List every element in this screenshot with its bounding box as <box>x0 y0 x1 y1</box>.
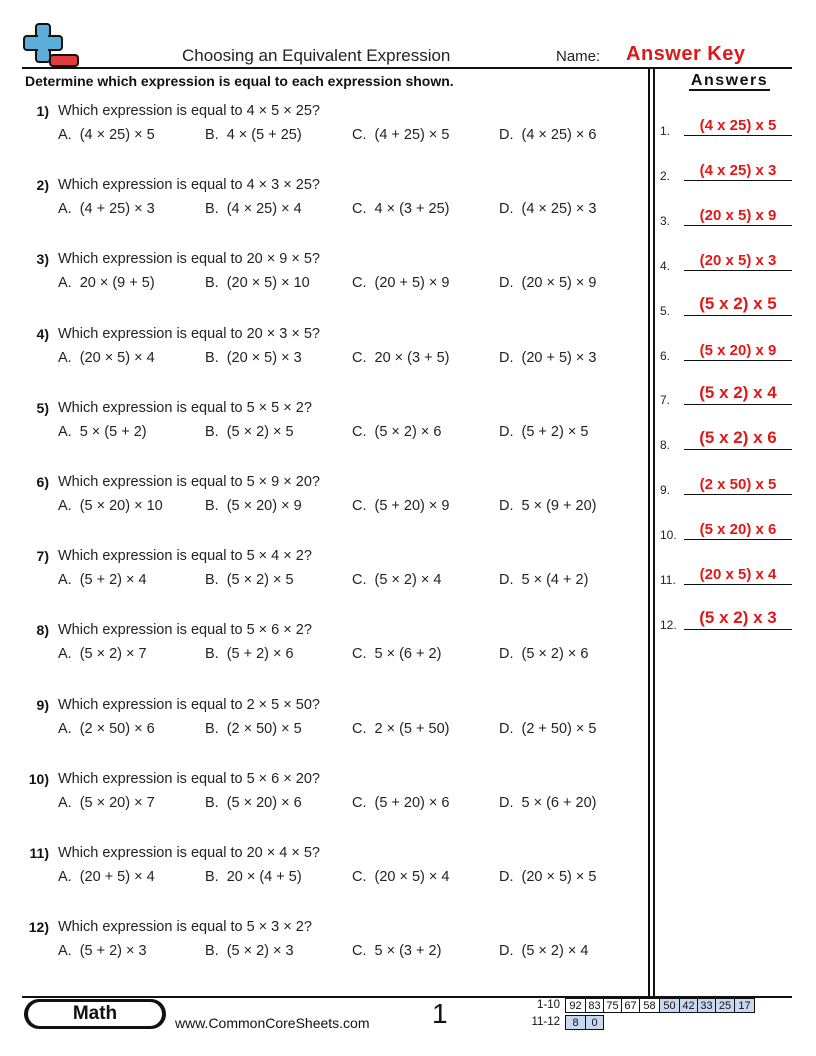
answer-number: 5. <box>660 303 671 318</box>
question-2 <box>0 177 640 227</box>
answer-line <box>684 360 792 361</box>
question-text: Which expression is equal to 4 × 5 × 25? <box>58 103 320 119</box>
option-d <box>499 646 588 662</box>
answer-line <box>684 225 792 226</box>
option-letter: B. <box>205 201 219 218</box>
option-letter: C. <box>352 572 367 589</box>
option-c <box>352 572 441 588</box>
option-letter: C. <box>352 646 367 663</box>
option-expression: (5 × 2) × 4 <box>374 572 442 589</box>
question-text: Which expression is equal to 5 × 5 × 2? <box>58 399 312 416</box>
option-b <box>205 869 302 885</box>
answer-number: 10. <box>660 528 677 543</box>
score-cell: 0 <box>585 1015 604 1030</box>
question-4 <box>0 326 640 376</box>
option-expression: (20 × 5) × 4 <box>374 869 450 885</box>
option-letter: A. <box>58 498 72 514</box>
option-expression: (20 × 5) × 10 <box>226 275 310 292</box>
answer-value: (5 x 2) x 3 <box>699 607 777 627</box>
option-expression: (2 × 50) × 5 <box>226 720 302 737</box>
answer-value: (5 x 20) x 9 <box>699 341 777 359</box>
answer-value: (20 x 5) x 9 <box>699 206 777 224</box>
question-number: 4) <box>36 325 49 342</box>
answer-key-label: Answer Key <box>626 43 746 65</box>
option-expression: (20 + 5) × 9 <box>374 275 450 292</box>
option-letter: C. <box>352 498 367 514</box>
option-expression: 2 × (5 + 50) <box>374 720 450 737</box>
option-letter: A. <box>58 720 72 737</box>
answer-row-12 <box>660 602 794 632</box>
option-expression: (5 + 2) × 4 <box>79 572 147 589</box>
option-a <box>58 869 155 885</box>
answer-row-10 <box>660 512 794 542</box>
option-expression: (5 × 20) × 6 <box>226 794 302 811</box>
option-letter: D. <box>499 572 514 589</box>
column-divider-inner <box>653 67 655 997</box>
option-letter: D. <box>499 869 514 885</box>
option-letter: A. <box>58 127 72 143</box>
question-1 <box>0 103 640 153</box>
option-letter: C. <box>352 275 367 292</box>
option-b <box>205 498 302 514</box>
answer-row-7 <box>660 377 794 407</box>
option-a <box>58 943 147 959</box>
option-letter: C. <box>352 201 367 218</box>
question-number: 12) <box>28 919 49 936</box>
option-letter: B. <box>205 498 219 514</box>
option-expression: (4 + 25) × 5 <box>374 127 450 143</box>
answer-number: 11. <box>660 573 676 587</box>
question-number: 9) <box>36 696 49 713</box>
score-cell: 50 <box>659 998 680 1013</box>
option-c <box>352 201 449 217</box>
option-expression: (5 + 20) × 9 <box>374 498 450 514</box>
option-letter: D. <box>499 498 514 514</box>
answer-number: 8. <box>660 438 671 453</box>
question-text: Which expression is equal to 2 × 5 × 50? <box>58 696 320 713</box>
score-cell: 42 <box>679 998 698 1013</box>
answer-line <box>684 270 792 271</box>
option-expression: 5 × (5 + 2) <box>79 423 147 440</box>
answer-row-3 <box>660 198 794 228</box>
site-url: www.CommonCoreSheets.com <box>175 1015 370 1031</box>
question-12 <box>0 919 640 969</box>
option-expression: (2 × 50) × 6 <box>79 720 155 737</box>
question-text: Which expression is equal to 5 × 9 × 20? <box>58 474 320 490</box>
option-d <box>499 795 596 811</box>
answer-line <box>684 135 792 136</box>
option-a <box>58 795 155 811</box>
question-9 <box>0 697 640 747</box>
option-b <box>205 721 302 737</box>
option-letter: D. <box>499 201 514 218</box>
option-a <box>58 201 155 217</box>
question-number: 7) <box>36 548 49 565</box>
option-letter: A. <box>58 646 72 663</box>
option-letter: D. <box>499 349 514 366</box>
option-c <box>352 498 449 514</box>
option-letter: A. <box>58 794 72 811</box>
option-letter: B. <box>205 423 219 440</box>
option-b <box>205 795 302 811</box>
answer-line <box>684 494 792 495</box>
option-expression: 5 × (6 + 2) <box>374 646 442 663</box>
score-cell: 33 <box>697 998 716 1013</box>
answer-value: (5 x 20) x 6 <box>699 521 777 539</box>
option-expression: 5 × (6 + 20) <box>521 794 597 811</box>
option-expression: (5 × 2) × 5 <box>226 572 294 589</box>
score-cell: 67 <box>621 998 640 1013</box>
score-cell: 75 <box>603 998 622 1013</box>
question-text: Which expression is equal to 20 × 9 × 5? <box>58 251 320 268</box>
option-expression: (20 × 5) × 9 <box>521 275 597 292</box>
answer-value: (2 x 50) x 5 <box>699 476 777 494</box>
option-expression: (5 + 20) × 6 <box>374 794 450 811</box>
question-5 <box>0 400 640 450</box>
answer-row-4 <box>660 243 794 273</box>
option-letter: A. <box>58 869 72 885</box>
answer-number: 6. <box>660 348 671 363</box>
option-letter: A. <box>58 572 72 589</box>
option-letter: B. <box>205 127 219 143</box>
question-6 <box>0 474 640 524</box>
answer-value: (5 x 2) x 6 <box>699 428 777 448</box>
option-expression: (20 × 5) × 4 <box>79 349 155 366</box>
answer-line <box>684 629 792 630</box>
answer-number: 4. <box>660 258 671 273</box>
option-c <box>352 869 449 885</box>
option-letter: B. <box>205 349 219 366</box>
option-expression: 5 × (3 + 2) <box>374 943 442 960</box>
option-c <box>352 721 449 737</box>
answer-line <box>684 539 792 540</box>
option-letter: A. <box>58 275 72 292</box>
option-letter: A. <box>58 423 72 440</box>
option-c <box>352 795 449 811</box>
option-d <box>499 721 596 737</box>
answer-line <box>684 315 792 316</box>
option-expression: 20 × (9 + 5) <box>79 275 155 292</box>
option-letter: B. <box>205 720 219 737</box>
question-number: 1) <box>36 103 49 119</box>
option-letter: C. <box>352 869 367 885</box>
answer-value: (20 x 5) x 4 <box>699 566 777 583</box>
option-letter: D. <box>499 423 514 440</box>
option-letter: C. <box>352 423 367 440</box>
option-b <box>205 943 294 959</box>
option-expression: (20 × 5) × 3 <box>226 349 302 366</box>
option-expression: (4 × 25) × 5 <box>79 127 155 143</box>
question-text: Which expression is equal to 5 × 3 × 2? <box>58 919 312 936</box>
instructions: Determine which expression is equal to each expression shown. <box>25 73 454 89</box>
option-letter: A. <box>58 943 72 960</box>
option-letter: A. <box>58 349 72 366</box>
option-expression: (4 × 25) × 4 <box>226 201 302 218</box>
option-b <box>205 275 310 291</box>
option-letter: B. <box>205 275 219 292</box>
answer-number: 12. <box>660 617 677 632</box>
answer-row-11 <box>660 557 794 587</box>
answer-row-8 <box>660 422 794 452</box>
answer-row-9 <box>660 467 794 497</box>
score-cell: 25 <box>715 998 735 1013</box>
answers-heading <box>662 72 797 90</box>
option-c <box>352 646 441 662</box>
option-expression: (4 × 25) × 6 <box>521 127 597 143</box>
option-expression: (5 + 2) × 5 <box>521 423 589 440</box>
question-text: Which expression is equal to 5 × 4 × 2? <box>58 548 312 565</box>
option-a <box>58 498 163 514</box>
subject-label: Math <box>28 1002 162 1026</box>
option-d <box>499 201 596 217</box>
option-expression: (5 × 20) × 10 <box>79 498 163 514</box>
option-expression: 20 × (3 + 5) <box>374 349 450 366</box>
question-text: Which expression is equal to 20 × 4 × 5? <box>58 845 320 861</box>
option-letter: A. <box>58 201 72 218</box>
answer-row-2 <box>660 153 794 183</box>
option-d <box>499 424 588 440</box>
question-text: Which expression is equal to 4 × 3 × 25? <box>58 177 320 194</box>
option-expression: (20 + 5) × 4 <box>79 869 155 885</box>
option-letter: B. <box>205 794 219 811</box>
answer-number: 9. <box>660 483 671 498</box>
option-expression: (20 + 5) × 3 <box>521 349 597 366</box>
answer-row-1 <box>660 108 794 138</box>
option-a <box>58 127 155 143</box>
option-letter: B. <box>205 646 219 663</box>
option-expression: (5 × 2) × 3 <box>226 943 294 960</box>
option-c <box>352 943 441 959</box>
option-expression: (5 × 2) × 5 <box>226 423 294 440</box>
option-d <box>499 572 588 588</box>
option-d <box>499 350 596 366</box>
option-expression: 4 × (3 + 25) <box>374 201 450 218</box>
option-b <box>205 350 302 366</box>
question-11 <box>0 845 640 895</box>
score-cell: 92 <box>565 998 586 1013</box>
option-a <box>58 572 147 588</box>
option-b <box>205 646 294 662</box>
option-d <box>499 275 596 291</box>
option-expression: (5 × 20) × 7 <box>79 794 155 811</box>
option-letter: D. <box>499 794 514 811</box>
name-label: Name: <box>556 48 601 65</box>
option-letter: B. <box>205 572 219 589</box>
question-number: 11) <box>29 845 49 861</box>
option-letter: D. <box>499 127 514 143</box>
page-title: Choosing an Equivalent Expression <box>182 46 451 65</box>
score-cell: 17 <box>734 998 755 1013</box>
answer-line <box>684 404 792 405</box>
score-cell: 8 <box>565 1015 586 1030</box>
answers-heading-text: Answers <box>690 72 769 89</box>
option-expression: (5 × 2) × 7 <box>79 646 147 663</box>
score-row-label: 1-10 <box>536 999 560 1011</box>
option-letter: C. <box>352 349 367 366</box>
page-number: 1 <box>432 998 448 1029</box>
option-letter: C. <box>352 127 367 143</box>
option-letter: B. <box>205 869 219 885</box>
option-d <box>499 127 596 143</box>
score-cell: 58 <box>639 998 660 1013</box>
answer-value: (4 x 25) x 3 <box>699 161 777 179</box>
answer-value: (5 x 2) x 4 <box>699 383 777 403</box>
question-number: 6) <box>36 474 49 490</box>
option-letter: C. <box>352 943 367 960</box>
answer-number: 3. <box>660 213 671 228</box>
option-letter: C. <box>352 794 367 811</box>
option-b <box>205 424 294 440</box>
question-7 <box>0 548 640 598</box>
answer-line <box>684 449 792 450</box>
question-8 <box>0 622 640 672</box>
option-c <box>352 424 441 440</box>
question-number: 8) <box>36 622 49 639</box>
answer-number: 2. <box>660 168 671 183</box>
question-number: 2) <box>36 177 49 194</box>
header-divider <box>22 67 792 69</box>
option-expression: (20 × 5) × 5 <box>521 869 597 885</box>
option-expression: (4 × 25) × 3 <box>521 201 597 218</box>
column-divider <box>648 67 650 997</box>
question-text: Which expression is equal to 5 × 6 × 2? <box>58 622 312 639</box>
plus-minus-icon <box>22 22 80 68</box>
option-expression: 5 × (4 + 2) <box>521 572 589 589</box>
option-d <box>499 869 596 885</box>
score-row-label: 11-12 <box>531 1016 560 1028</box>
option-letter: D. <box>499 275 514 292</box>
option-expression: (5 × 20) × 9 <box>226 498 302 514</box>
answer-number: 1. <box>660 124 671 138</box>
option-expression: (4 + 25) × 3 <box>79 201 155 218</box>
option-c <box>352 127 449 143</box>
option-expression: (5 × 2) × 6 <box>374 423 442 440</box>
option-b <box>205 127 302 143</box>
answer-value: (20 x 5) x 3 <box>699 251 777 269</box>
option-letter: D. <box>499 646 514 663</box>
option-expression: 5 × (9 + 20) <box>521 498 597 514</box>
answer-value: (4 x 25) x 5 <box>699 117 777 134</box>
answer-line <box>684 584 792 585</box>
answer-number: 7. <box>660 393 671 408</box>
score-cell: 83 <box>585 998 604 1013</box>
answer-value: (5 x 2) x 5 <box>699 293 777 313</box>
option-c <box>352 275 449 291</box>
option-a <box>58 275 155 291</box>
question-3 <box>0 251 640 301</box>
question-text: Which expression is equal to 5 × 6 × 20? <box>58 770 320 787</box>
option-c <box>352 350 449 366</box>
option-d <box>499 498 596 514</box>
option-a <box>58 350 155 366</box>
option-a <box>58 721 155 737</box>
option-letter: C. <box>352 720 367 737</box>
answer-row-6 <box>660 333 794 363</box>
question-number: 5) <box>36 399 49 416</box>
option-expression: 20 × (4 + 5) <box>226 869 302 885</box>
option-a <box>58 646 147 662</box>
option-b <box>205 201 302 217</box>
option-expression: (5 + 2) × 3 <box>79 943 147 960</box>
option-letter: D. <box>499 720 514 737</box>
question-10 <box>0 771 640 821</box>
answer-row-5 <box>660 288 794 318</box>
answer-line <box>684 180 792 181</box>
option-a <box>58 424 147 440</box>
option-b <box>205 572 294 588</box>
option-expression: 4 × (5 + 25) <box>226 127 302 143</box>
option-expression: (5 + 2) × 6 <box>226 646 294 663</box>
option-expression: (5 × 2) × 6 <box>521 646 589 663</box>
question-number: 10) <box>28 770 49 787</box>
option-letter: B. <box>205 943 219 960</box>
option-d <box>499 943 588 959</box>
option-expression: (5 × 2) × 4 <box>521 943 589 960</box>
question-text: Which expression is equal to 20 × 3 × 5? <box>58 325 320 342</box>
option-letter: D. <box>499 943 514 960</box>
option-expression: (2 + 50) × 5 <box>521 720 597 737</box>
question-number: 3) <box>36 251 49 268</box>
